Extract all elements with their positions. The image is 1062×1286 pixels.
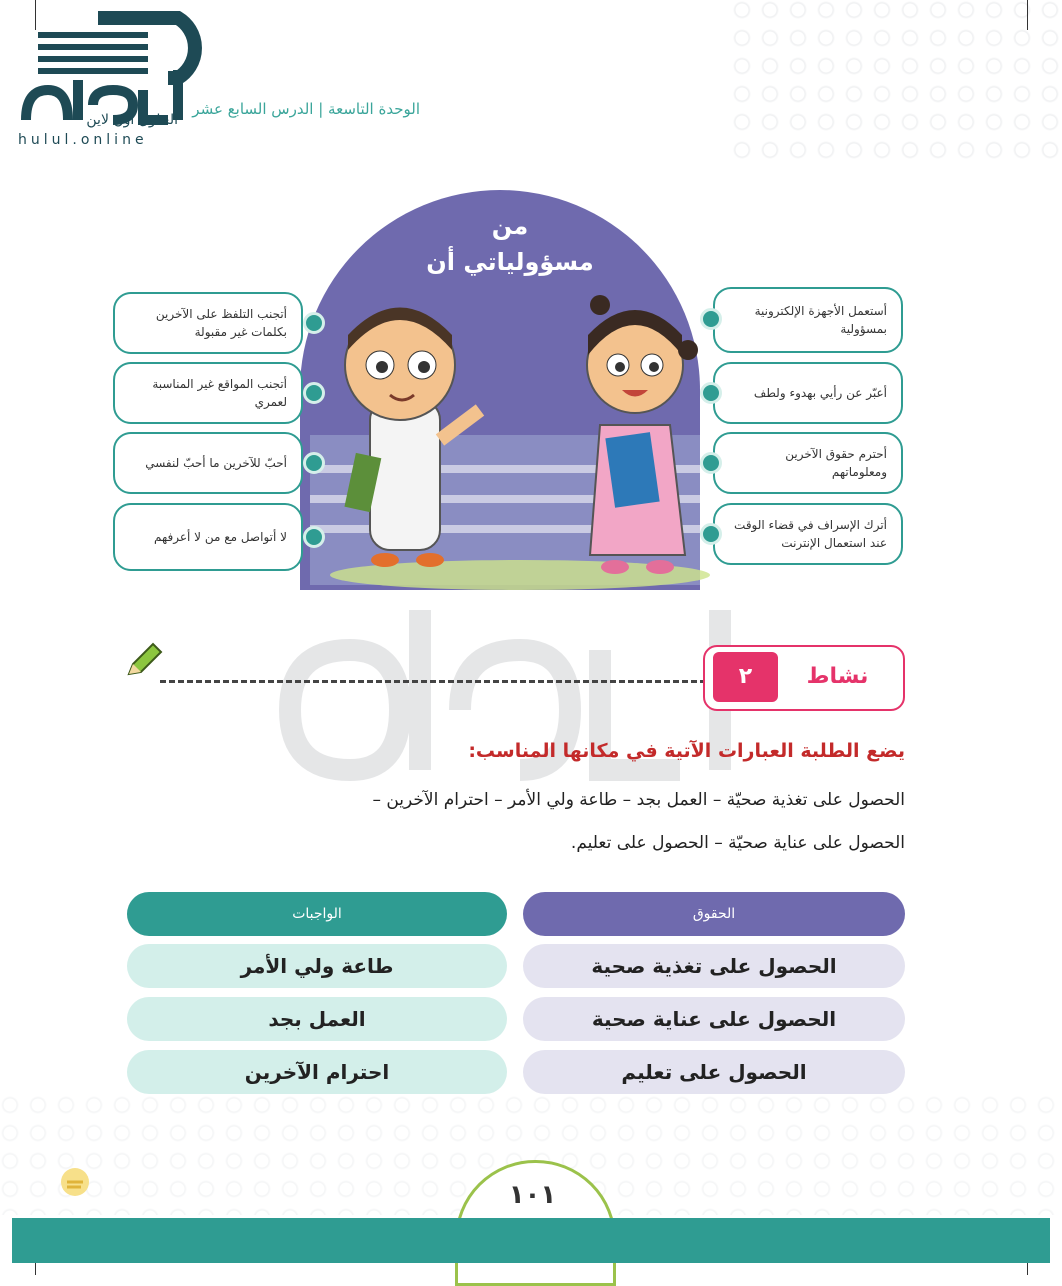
card-text: أحترم حقوق الآخرين ومعلوماتهم [785,447,887,479]
card-bullet [700,382,722,404]
header-pattern [732,0,1062,160]
duties-cell: طاعة ولي الأمر [127,944,507,988]
card-bullet [700,452,722,474]
rights-header: الحقوق [523,892,905,936]
responsibility-card [713,362,903,424]
crop-mark [1027,0,1028,30]
breadcrumb: الوحدة التاسعة | الدرس السابع عشر [192,100,420,118]
rights-cell: الحصول على تغذية صحية [523,944,905,988]
card-bullet [303,452,325,474]
responsibility-card [113,292,303,354]
phrase-list-line-1: الحصول على تغذية صحيّة – العمل بجد – طاعة ولي الأمر – احترام الآخرين – [372,790,905,810]
responsibility-card [713,503,903,565]
card-text: أترك الإسراف في قضاء الوقت عند استعمال الإنترنت [734,518,887,550]
card-text: أستعمل الأجهزة الإلكترونية بمسؤولية [754,304,887,336]
brand-logo [18,10,218,150]
responsibility-card [713,432,903,494]
activity-instruction: يضع الطلبة العبارات الآتية في مكانها المناسب: [468,740,905,762]
responsibility-card [113,503,303,571]
duties-cell: احترام الآخرين [127,1050,507,1094]
card-text: لا أتواصل مع من لا أعرفهم [154,530,287,544]
title-line-2: مسؤولياتي أن [426,248,594,276]
card-bullet [700,523,722,545]
activity-label: نشاط [806,664,869,689]
dashed-divider [160,680,715,683]
responsibility-card [713,287,903,353]
girl-illustration [570,285,700,580]
title-line-1: من [491,212,529,240]
rights-cell: الحصول على تعليم [523,1050,905,1094]
phrase-list-line-2: الحصول على عناية صحيّة – الحصول على تعليم. [570,833,905,853]
rights-cell: الحصول على عناية صحية [523,997,905,1041]
footer-bar [12,1218,1050,1263]
infographic-title [360,208,660,280]
responsibility-card [113,432,303,494]
watermark [220,590,820,860]
card-bullet [303,382,325,404]
card-text: أتجنب التلفظ على الآخرين بكلمات غير مقبولة [155,307,287,339]
logo-url: hulul.online [18,132,148,148]
hand-badge-icon [55,1160,95,1200]
card-bullet [303,312,325,334]
card-text: أعبّر عن رأيي بهدوء ولطف [753,386,887,400]
page-number: ١٠١ [508,1180,557,1210]
boy-illustration [330,290,500,580]
activity-number: ٢ [713,652,778,702]
card-bullet [700,308,722,330]
duties-header: الواجبات [127,892,507,936]
card-text: أحبّ للآخرين ما أحبّ لنفسي [145,456,287,470]
card-text: أتجنب المواقع غير المناسبة لعمري [152,377,287,409]
pencil-icon [125,640,165,680]
responsibility-card [113,362,303,424]
duties-cell: العمل بجد [127,997,507,1041]
card-bullet [303,526,325,548]
logo-subtitle: الحلول اون لاين [86,112,178,128]
